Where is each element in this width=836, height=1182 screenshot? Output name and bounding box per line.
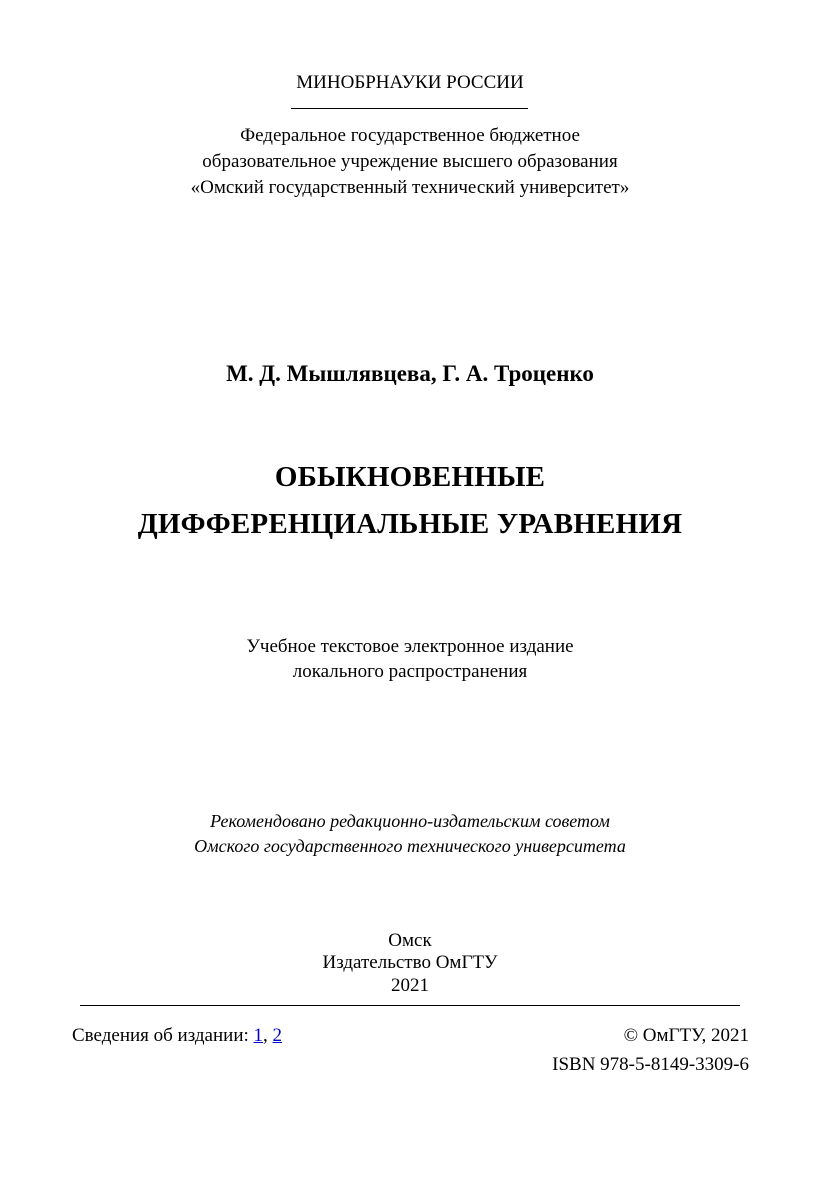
recommendation-line-2: Омского государственного технического университета <box>194 836 626 856</box>
edition-info <box>72 1024 282 1048</box>
edition-info-link-1[interactable]: 1 <box>253 1025 264 1046</box>
institution-line-2: образовательное учреждение высшего образования <box>202 151 618 172</box>
edition-info-link-2[interactable]: 2 <box>272 1025 283 1046</box>
title-line-2: ДИФФЕРЕНЦИАЛЬНЫЕ УРАВНЕНИЯ <box>137 508 683 540</box>
ministry-name: МИНОБРНАУКИ РОССИИ <box>296 72 524 93</box>
imprint-publisher: Издательство ОмГТУ <box>322 952 498 973</box>
isbn: ISBN 978-5-8149-3309-6 <box>552 1054 749 1075</box>
footer-divider <box>80 1005 740 1006</box>
institution-line-3: «Омский государственный технический университет» <box>190 177 630 198</box>
edition-info-label: Сведения об издании: <box>72 1025 254 1046</box>
imprint-year: 2021 <box>391 975 429 996</box>
edition-line-2: локального распространения <box>292 661 528 682</box>
ministry-divider <box>291 108 528 109</box>
imprint-city: Омск <box>388 930 432 951</box>
title-line-1: ОБЫКНОВЕННЫЕ <box>274 461 546 493</box>
copyright: © ОмГТУ, 2021 <box>623 1025 749 1046</box>
edition-line-1: Учебное текстовое электронное издание <box>246 636 574 657</box>
recommendation-line-1: Рекомендовано редакционно-издательским советом <box>210 811 610 831</box>
authors: М. Д. Мышлявцева, Г. А. Троценко <box>226 361 594 386</box>
edition-info-separator: , <box>263 1025 273 1046</box>
institution-line-1: Федеральное государственное бюджетное <box>240 125 580 146</box>
